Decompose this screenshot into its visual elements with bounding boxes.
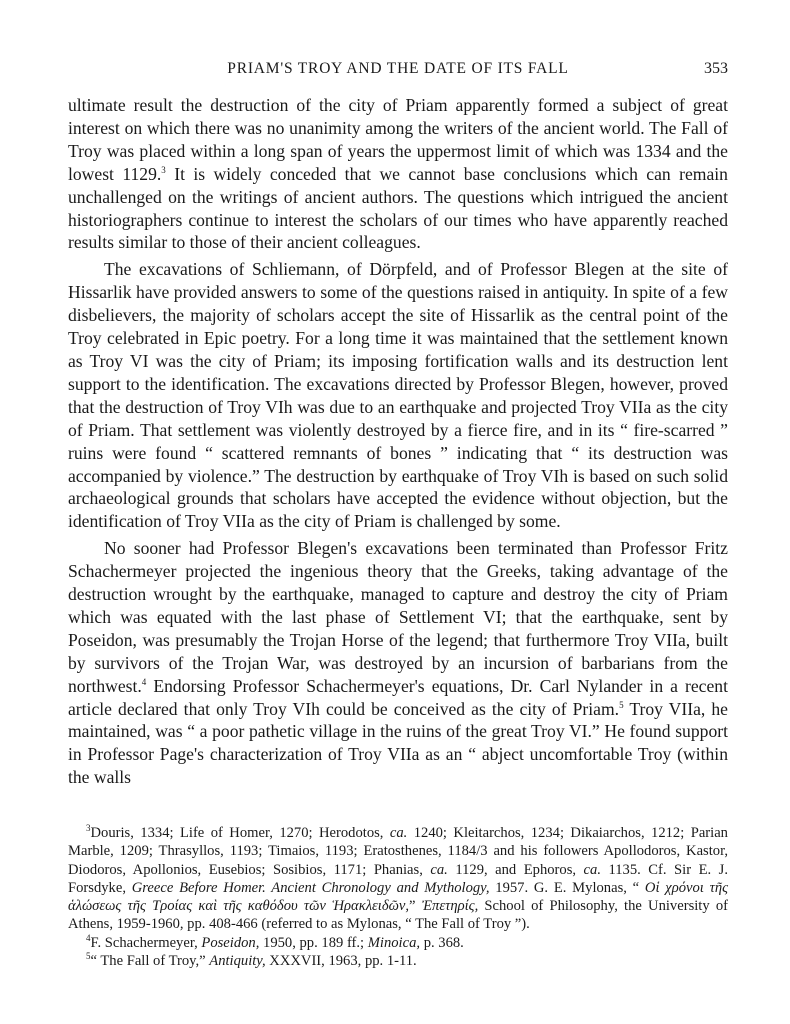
footnote-5-text: “ The Fall of Troy,” [90,953,210,970]
footnote-4-text: p. 368. [420,934,464,951]
footnote-ref-4: 4 [141,676,147,687]
paragraph-1-text-b: It is widely conceded that we cannot base conclusions which can remain unchallenged on the writings of ancient authors. The questions which intrigued the ancient historiographers continue to interest the scholars of our times who have apparently reached results similar to those of their ancient colleagues. [68,163,728,253]
footnote-3-circa: ca. [583,861,601,878]
footnote-3-text: Douris, 1334; Life of Homer, 1270; Herodotos, [90,825,390,841]
footnote-3-circa: ca. [430,861,448,878]
footnote-4-text: F. Schachermeyer, [90,934,202,951]
paragraph-3-text-a: No sooner had Professor Blegen's excavations been terminated than Professor Fritz Schachermeyer projected the ingenious theory that the Greeks, taking advantage of the destruction wrought by the earthquake, managed to capture and destroy the city of Priam which was equated with the last phase of Settlement VI; that the earthquake, sent by Poseidon, was presumably the Trojan Horse of the legend; that furthermore Troy VIIa, built by survivors of the Trojan War, was destroyed by an incursion of barbarians from the northwest. [68,538,728,696]
footnote-3-circa: ca. [389,825,408,841]
footnote-5-mark: 5 [86,951,91,962]
footnote-5 [68,952,728,970]
running-header [68,60,728,82]
body-text [68,94,728,789]
footnote-3-text: School of Philosophy, the University of Athens, 1959-1960, pp. 408-466 (referred to as Mylonas, “ The Fall of Troy ”). [68,898,728,933]
paragraph-2: The excavations of Schliemann, of Dörpfeld, and of Professor Blegen at the site of Hissarlik have provided answers to some of the questions raised in antiquity. In spite of a few disbelievers, the majority of scholars accept the site of Hissarlik as the central point of the Troy celebrated in Epic poetry. For a long time it was maintained that the settlement known as Troy VI was the city of Priam; its imposing fortification walls and its destruction lent support to the identification. The excavations directed by Professor Blegen, however, proved that the destruction of Troy VIh was due to an earthquake and projected Troy VIIa as the city of Priam. That settlement was violently destroyed by a fierce fire, and in its “ fire-scarred ” ruins were found “ scattered remnants of bones ” indicating that “ its destruction was accompanied by violence.” The destruction by earthquake of Troy VIh is based on such solid archaeological grounds that scholars have accepted the evidence without objection, but the identification of Troy VIIa as the city of Priam is challenged by some. [68,259,728,532]
footnote-4-mark: 4 [86,932,91,943]
paragraph-1 [68,94,728,254]
footnote-3-text: 1240; Kleitarchos, 1234; Dikaiarchos, 1212; Parian Marble, 1209; Thrasyllos, 1193; Timaios, 1193; Eratosthenes, 1184/3 and his followers Apollodoros, Kastor, Diodoros, Apollonios, Eusebios; Sosibios, 1171; Phanias, [68,825,728,878]
footnote-4-book-title: Minoica, [367,934,421,951]
footnote-ref-5: 5 [619,699,624,710]
paragraph-3-text-b: Endorsing Professor Schachermeyer's equations, Dr. Carl Nylander in a recent article declared that only Troy VIh could be conceived as the city of Priam. [68,675,728,719]
footnote-3-text: 1135. Cf. Sir E. J. Forsdyke, [68,861,729,896]
footnote-3-mark: 3 [86,823,91,834]
footnote-5-text: XXXVII, 1963, pp. 1-11. [265,953,417,970]
footnote-3 [68,824,728,934]
footnote-3-text: ” [409,898,422,915]
footnote-3-text: 1129, and Ephoros, [447,861,584,878]
footnote-ref-3: 3 [161,164,166,175]
footnote-4 [68,934,728,952]
footnote-5-journal-title: Antiquity, [209,953,266,970]
footnote-3-greek-title: Οἱ χρόνοι τῆς ἁλώσεως τῆς Τροίας καὶ τῆς καθόδου τῶν Ἡρακλειδῶν, [68,879,728,915]
running-title: PRIAM'S TROY AND THE DATE OF ITS FALL [227,60,569,77]
page-number: 353 [704,60,728,77]
paragraph-3-text-c: Troy VIIa, he maintained, was “ a poor pathetic village in the ruins of the great Troy VI.” He found support in Professor Page's characterization of Troy VIIa as an “ abject uncomfortable Troy (within the walls [68,698,728,788]
paragraph-3 [68,537,728,789]
footnote-3-book-title: Greece Before Homer. Ancient Chronology and Mythology, [131,879,490,896]
footnotes [68,824,728,970]
footnote-3-text: 1957. G. E. Mylonas, “ [489,879,645,896]
footnote-3-greek-journal: Ἐπετηρίς, [421,898,479,915]
footnote-4-text: 1950, pp. 189 ff.; [259,934,368,951]
paragraph-1-text-a: ultimate result the destruction of the city of Priam apparently formed a subject of great interest on which there was no unanimity among the writers of the ancient world. The Fall of Troy was placed within a long span of years the uppermost limit of which was 1334 and the lowest 1129. [68,95,728,184]
footnote-4-book-title: Poseidon, [201,934,260,951]
